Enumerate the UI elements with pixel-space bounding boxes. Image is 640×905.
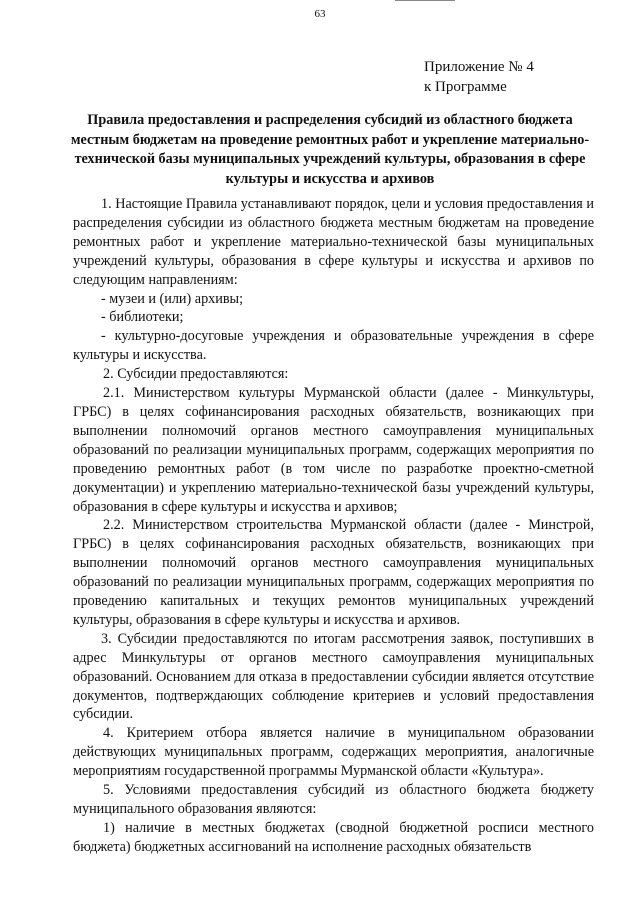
paragraph-4: 4. Критерием отбора является наличие в муниципальном образовании действующих муниципальных программ, содержащих мероприятия, аналогичные мероприятиям государственной программы Мурманской области «Культура». xyxy=(73,725,594,780)
paragraph-1: 1. Настоящие Правила устанавливают порядок, цели и условия предоставления и распределения субсидии из областного бюджета местным бюджетам на проведение ремонтных работ и укрепление материально-технической базы муниципальных учреждений культуры, образования в сфере культуры и искусства и архивов по следующим направлениям: xyxy=(73,196,594,288)
appendix-program: к Программе xyxy=(424,79,507,95)
appendix-header xyxy=(424,57,534,97)
document-title: Правила предоставления и распределения субсидий из областного бюджета местным бюджетам на проведение ремонтных работ и укрепление материально-технической базы муниципальных учреждений культуры, образования в сфере культуры и искусства и архивов xyxy=(70,112,590,187)
paragraph-2: 2. Субсидии предоставляются: xyxy=(103,366,289,383)
paragraph-2-1: 2.1. Министерством культуры Мурманской области (далее - Минкультуры, ГРБС) в целях софинансирования расходных обязательств, возникающих при выполнении полномочий органов местного самоуправления муниципальных образований по реализации муниципальных программ, содержащих мероприятия по проведению ремонтных работ (в том числе по разработке проектно-сметной документации) и укреплению материально-технической базы учреждений культуры, образования в сфере культуры и искусства и архивов; xyxy=(73,385,594,515)
list-item-museums: - музеи и (или) архивы; xyxy=(101,290,244,307)
page-number: 63 xyxy=(314,8,326,20)
document-body xyxy=(73,195,594,857)
paragraph-3: 3. Субсидии предоставляются по итогам рассмотрения заявок, поступивших в адрес Минкультуры от органов местного самоуправления муниципальных образований. Основанием для отказа в предоставлении субсидии является отсутствие документов, подтверждающих соблюдение критериев и условий предоставления субсидии. xyxy=(73,630,594,723)
paragraph-2-2: 2.2. Министерством строительства Мурманской области (далее - Минстрой, ГРБС) в целях софинансирования расходных обязательств, возникающих при выполнении полномочий органов местного самоуправления муниципальных образований по реализации муниципальных программ, содержащих мероприятия по проведению капитальных и текущих ремонтов муниципальных учреждений культуры, образования в сфере культуры и искусства и архивов. xyxy=(73,517,594,628)
appendix-number: Приложение № 4 xyxy=(424,59,534,75)
list-item-libraries: - библиотеки; xyxy=(101,309,184,326)
list-item-cultural-institutions: - культурно-досуговые учреждения и образовательные учреждения в сфере культуры и искусства. xyxy=(73,328,594,364)
paragraph-5: 5. Условиями предоставления субсидий из областного бюджета бюджету муниципального образования являются: xyxy=(73,782,594,817)
scan-edge-mark xyxy=(395,0,455,3)
paragraph-5-1: 1) наличие в местных бюджетах (сводной бюджетной росписи местного бюджета) бюджетных ассигнований на исполнение расходных обязательств xyxy=(73,819,594,855)
